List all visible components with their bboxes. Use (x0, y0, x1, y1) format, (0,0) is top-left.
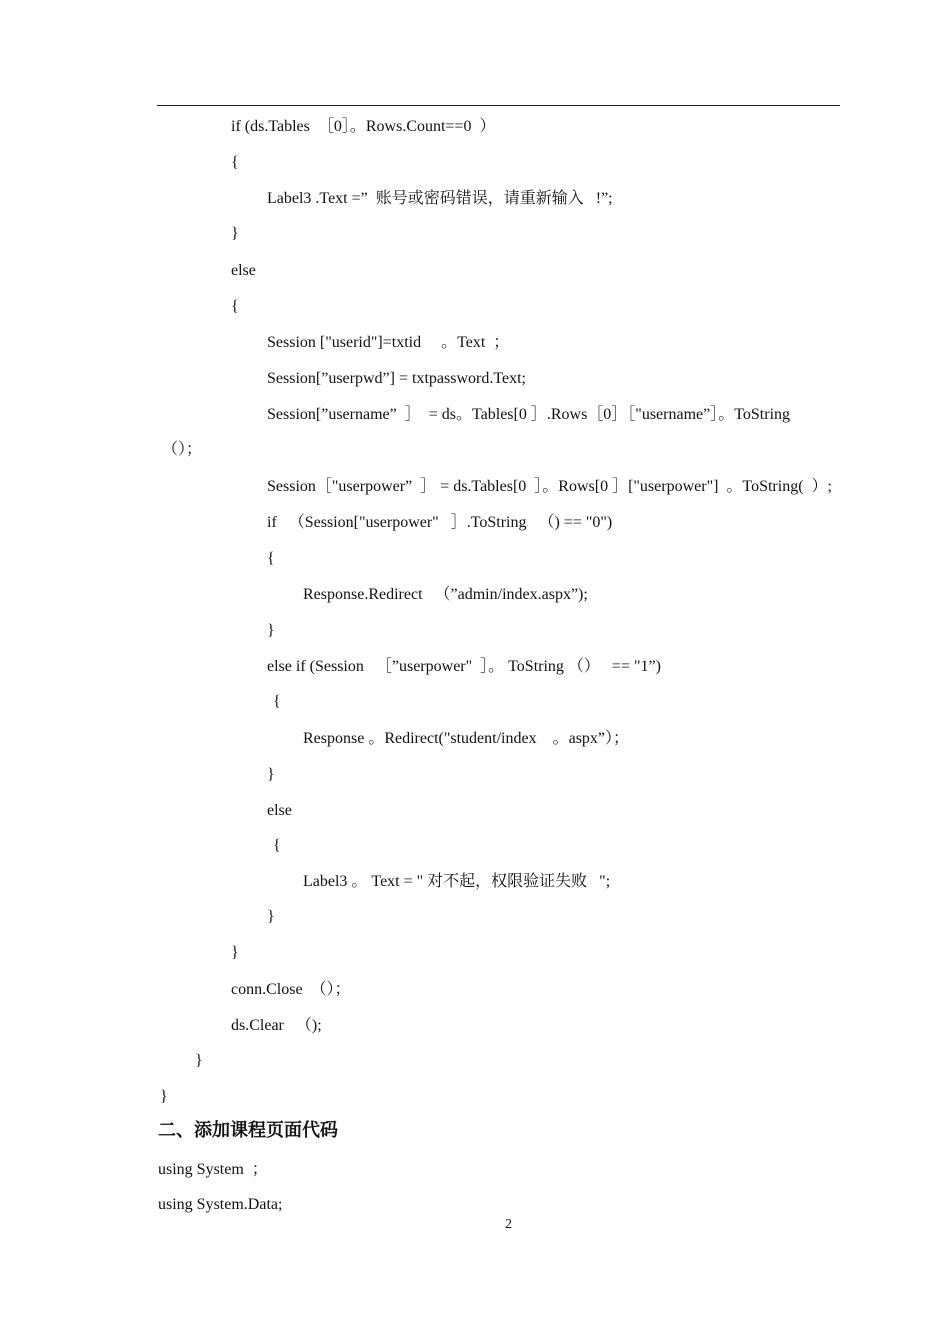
code-line: } (231, 225, 239, 242)
code-line: Session[”username” ］ = ds。Tables[0 ］.Rows［0］［"username”］。ToString (267, 406, 791, 423)
code-line: } (231, 944, 239, 961)
code-line: if (ds.Tables ［0］。Rows.Count==0 ） (231, 118, 496, 135)
code-line: { (267, 550, 275, 567)
code-line: （）； (162, 441, 203, 458)
code-line: using System ； (158, 1161, 268, 1178)
code-line: } (267, 766, 275, 783)
code-line: Response.Redirect （”admin/index.aspx”); (303, 586, 588, 603)
code-line: ds.Clear （); (231, 1017, 322, 1034)
code-line: { (231, 154, 239, 171)
section-heading: 二、添加课程页面代码 (158, 1120, 338, 1141)
code-line: Label3 。 Text = " 对不起，权限验证失败 "; (303, 873, 611, 890)
code-line: Session[”userpwd”] = txtpassword.Text; (267, 370, 526, 387)
code-line: using System.Data; (158, 1196, 283, 1213)
code-line: { (231, 298, 239, 315)
code-line: } (195, 1052, 203, 1069)
code-line: Session［"userpower” ］ = ds.Tables[0 ］。Rows[0 ］["userpower"] 。ToString( ）; (267, 478, 832, 495)
code-line: else if (Session ［”userpower" ］。 ToString （） == "1”) (267, 658, 661, 675)
code-line: else (231, 262, 256, 279)
code-line: conn.Close （）； (231, 981, 351, 998)
page-number: 2 (505, 1217, 512, 1232)
code-line: Response 。Redirect("student/index 。aspx”）； (303, 730, 630, 747)
code-line: } (267, 908, 275, 925)
code-line: } (267, 622, 275, 639)
code-line: { (273, 837, 281, 854)
header-rule (157, 105, 840, 106)
code-line: if （Session["userpower" ］.ToString （) == "0") (267, 514, 613, 531)
code-line: else (267, 802, 292, 819)
code-line: } (160, 1088, 168, 1105)
code-line: Session ["userid"]=txtid 。Text ； (267, 334, 510, 351)
code-line: { (273, 693, 281, 710)
code-line: Label3 .Text =” 账号或密码错误，请重新输入 !”; (267, 190, 613, 207)
